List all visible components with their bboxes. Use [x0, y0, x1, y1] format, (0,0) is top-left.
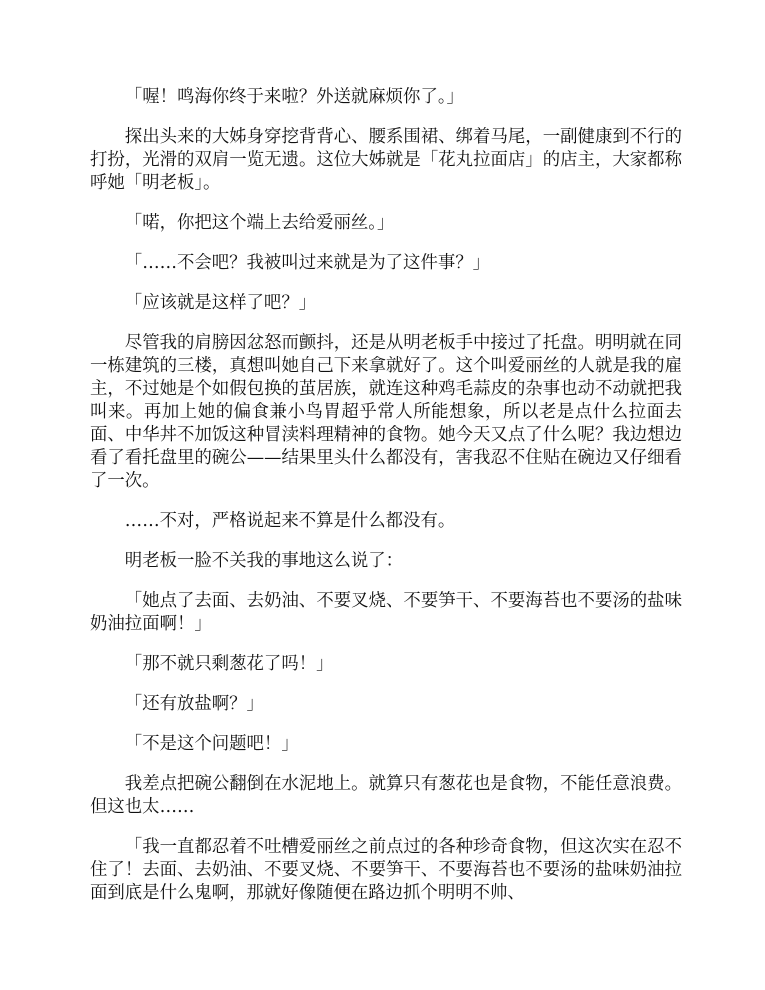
- paragraph: 「那不就只剩葱花了吗！」: [124, 654, 334, 674]
- paragraph: 「喏，你把这个端上去给爱丽丝。」: [124, 213, 395, 233]
- paragraph: 尽管我的肩膀因忿怒而颤抖，还是从明老板手中接过了托盘。明明就在同一栋建筑的三楼，真想叫她自己下来拿就好了。这个叫爱丽丝的人就是我的雇主，不过她是个如假包换的茧居族，就连这种鸡毛蒜皮的杂事也动不动就把我叫来。再加上她的偏食兼小鸟胃超乎常人所能想象，所以老是点什么拉面去面、中华丼不加饭这种冒渎料理精神的食物。她今天又点了什么呢？我边想边看了看托盘里的碗公——结果里头什么都没有，害我忍不住贴在碗边又仔细看了一次。: [90, 333, 682, 491]
- paragraph: 「不是这个问题吧！」: [124, 734, 299, 754]
- paragraph: 「还有放盐啊？」: [124, 694, 264, 714]
- paragraph: 「她点了去面、去奶油、不要叉烧、不要笋干、不要海苔也不要汤的盐味奶油拉面啊！」: [90, 591, 682, 634]
- paragraph: 「……不会吧？我被叫过来就是为了这件事？」: [124, 253, 491, 273]
- paragraph: 「我一直都忍着不吐槽爱丽丝之前点过的各种珍奇食物，但这次实在忍不住了！去面、去奶油、不要叉烧、不要笋干、不要海苔也不要汤的盐味奶油拉面到底是什么鬼啊，那就好像随便在路边抓个明明不帅、: [90, 837, 682, 903]
- paragraph: 「喔！鸣海你终于来啦？外送就麻烦你了。」: [124, 87, 464, 107]
- paragraph: 明老板一脸不关我的事地这么说了：: [124, 551, 404, 571]
- paragraph: ……不对，严格说起来不算是什么都没有。: [124, 511, 456, 531]
- paragraph: 「应该就是这样了吧？」: [124, 293, 317, 313]
- paragraph: 探出头来的大姊身穿挖背背心、腰系围裙、绑着马尾，一副健康到不行的打扮，光滑的双肩一览无遗。这位大姊就是「花丸拉面店」的店主，大家都称呼她「明老板」。: [90, 127, 682, 193]
- document-page: [90, 86, 682, 905]
- paragraph: 我差点把碗公翻倒在水泥地上。就算只有葱花也是食物，不能任意浪费。但这也太……: [90, 774, 682, 817]
